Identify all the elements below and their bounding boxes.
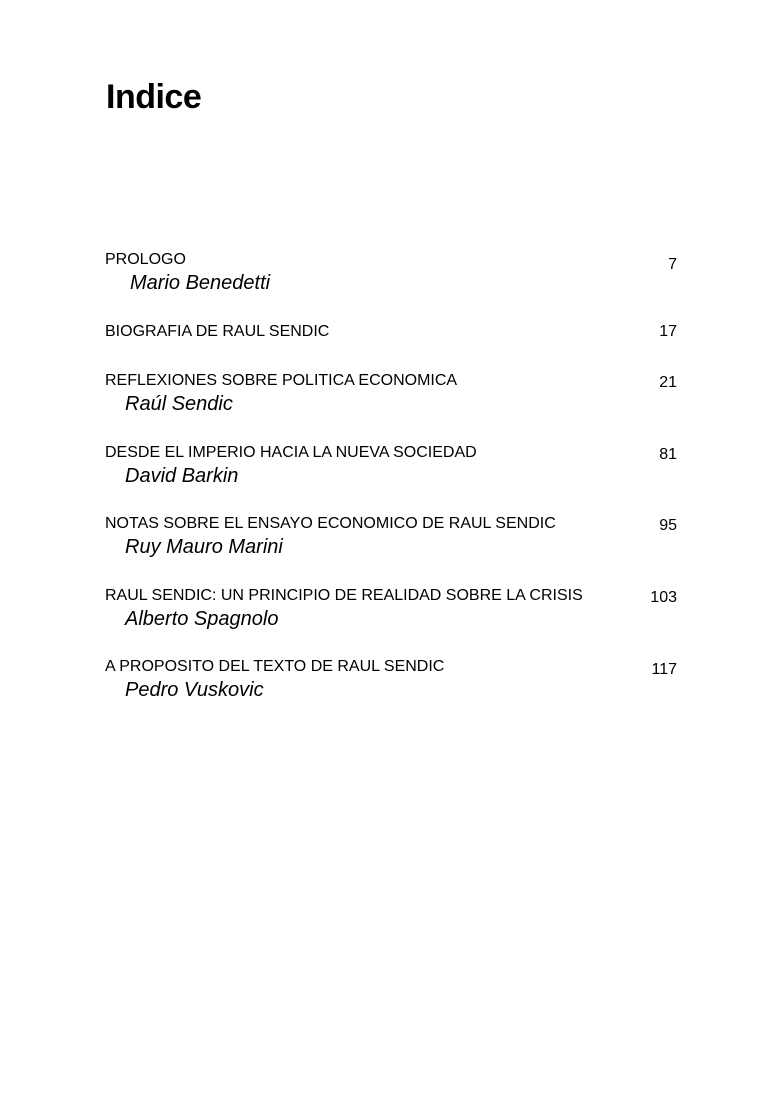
toc-entry (105, 514, 677, 559)
toc-entry (105, 250, 677, 295)
toc-entry-title: A PROPOSITO DEL TEXTO DE RAUL SENDIC (105, 658, 445, 675)
toc-entry-author: Raúl Sendic (125, 393, 233, 415)
toc-entry-page: 7 (668, 256, 677, 273)
toc-entry-author: David Barkin (125, 465, 239, 487)
toc-entry (105, 586, 677, 631)
toc-entry-page: 21 (659, 374, 677, 391)
toc-entry-author: Ruy Mauro Marini (125, 536, 283, 558)
toc-entry (105, 371, 677, 416)
toc-entry-title: PROLOGO (105, 251, 186, 268)
toc-entry-title: BIOGRAFIA DE RAUL SENDIC (105, 323, 330, 340)
toc-entry-page: 81 (659, 446, 677, 463)
toc-entry-title: REFLEXIONES SOBRE POLITICA ECONOMICA (105, 372, 458, 389)
toc-entry-author: Alberto Spagnolo (125, 608, 279, 630)
page-title: Indice (106, 78, 202, 116)
toc-entry-title: DESDE EL IMPERIO HACIA LA NUEVA SOCIEDAD (105, 444, 477, 461)
toc-entry (105, 657, 677, 702)
toc-entry-page: 117 (651, 661, 677, 678)
toc-entry-page: 103 (650, 589, 677, 606)
toc-entry-title: NOTAS SOBRE EL ENSAYO ECONOMICO DE RAUL SENDIC (105, 515, 556, 532)
toc-entry-title: RAUL SENDIC: UN PRINCIPIO DE REALIDAD SOBRE LA CRISIS (105, 587, 583, 604)
toc-entry-author: Mario Benedetti (130, 272, 271, 294)
toc-entry-page: 95 (659, 517, 677, 534)
toc-entry-page: 17 (659, 323, 677, 340)
toc-entry (105, 443, 677, 488)
toc-entry (105, 322, 677, 342)
toc-entry-author: Pedro Vuskovic (125, 679, 264, 701)
